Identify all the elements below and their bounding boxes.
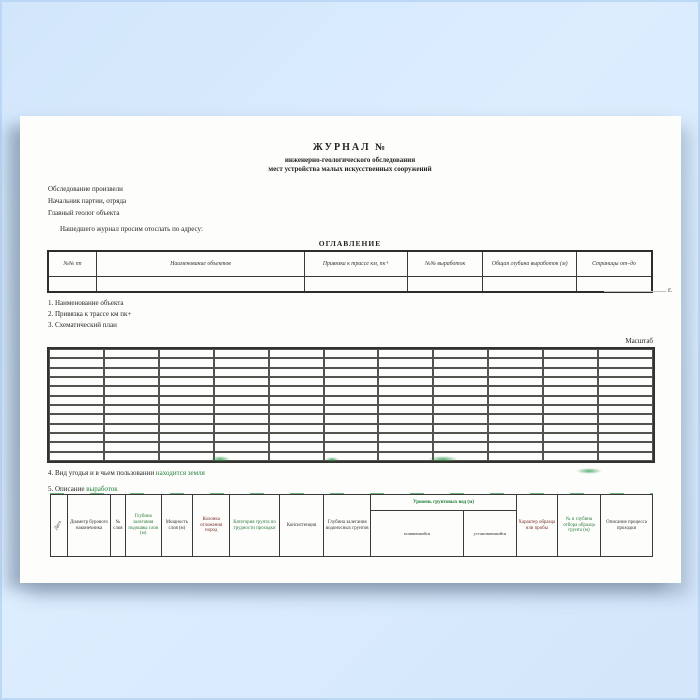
green-scan-smudge xyxy=(428,456,458,462)
bore-col-layer-thickness: Мощность слоя (м) xyxy=(161,495,192,557)
plan-grid-cell xyxy=(159,452,214,461)
plan-grid-cell xyxy=(324,349,379,358)
plan-grid-cell xyxy=(488,368,543,377)
plan-grid-cell xyxy=(543,349,598,358)
plan-grid-cell xyxy=(104,377,159,386)
bore-col-process-description: Описание процесса проходки xyxy=(601,495,653,557)
bore-col-layer-number: № слоя xyxy=(111,495,125,557)
plan-grid-cell xyxy=(488,433,543,442)
plan-grid-cell xyxy=(433,349,488,358)
plan-grid-cell xyxy=(269,433,324,442)
plan-grid-cell xyxy=(214,377,269,386)
plan-grid-cell xyxy=(598,386,653,395)
plan-grid-cell xyxy=(269,405,324,414)
plan-grid-cell xyxy=(598,396,653,405)
plan-grid-cell xyxy=(543,414,598,423)
plan-grid-cell xyxy=(378,442,433,451)
plan-grid-cell xyxy=(104,452,159,461)
plan-grid-cell xyxy=(269,377,324,386)
plan-grid-cell xyxy=(543,396,598,405)
schematic-plan-grid xyxy=(47,347,655,463)
plan-grid-cell xyxy=(543,405,598,414)
plan-grid-cell xyxy=(598,414,653,423)
line-workings-highlight: выработок xyxy=(86,485,118,493)
plan-grid-cell xyxy=(324,386,379,395)
date-blank-line xyxy=(580,286,672,294)
bore-subcol-appeared: появившийся xyxy=(371,511,464,557)
bore-subcol-stabilized: установившийся xyxy=(463,511,516,557)
plan-grid-cell xyxy=(49,414,104,423)
plan-grid-cell xyxy=(378,368,433,377)
bore-col-consistency: Консистенция xyxy=(279,495,324,557)
plan-grid-cell xyxy=(159,349,214,358)
bore-col-bit-diameter: Диаметр бурового наконечника xyxy=(67,495,110,557)
toc-col-total-depth: Общая глубина выработок (м) xyxy=(483,251,577,277)
plan-grid-cell xyxy=(598,349,653,358)
plan-grid-cell xyxy=(214,349,269,358)
plan-grid-cell xyxy=(104,368,159,377)
green-scan-smudge xyxy=(210,456,230,462)
plan-grid-cell xyxy=(488,414,543,423)
toc-col-pages: Страницы от–до xyxy=(576,251,652,277)
toc-empty-cell xyxy=(48,277,96,293)
bore-col-rock-column: Колонка отложения пород xyxy=(193,495,230,557)
plan-grid-cell xyxy=(49,368,104,377)
plan-grid-cell xyxy=(104,349,159,358)
plan-grid-cell xyxy=(433,386,488,395)
list-item-object-name: 1. Наименование объекта xyxy=(48,299,124,307)
bore-col-sample-depth: № и глубина отбора образца грунта (м) xyxy=(557,495,600,557)
plan-grid-cell xyxy=(488,452,543,461)
line-workings-description xyxy=(48,485,118,493)
plan-grid-cell xyxy=(324,442,379,451)
plan-grid-cell xyxy=(488,358,543,367)
plan-grid-cell xyxy=(433,424,488,433)
plan-grid-cell xyxy=(269,386,324,395)
plan-grid-cell xyxy=(598,405,653,414)
plan-grid-cell xyxy=(378,377,433,386)
plan-grid-cell xyxy=(378,433,433,442)
plan-grid-cell xyxy=(378,358,433,367)
bore-header-row-1 xyxy=(51,495,653,511)
bore-col-soil-category: Категория грунта по трудности проходки xyxy=(230,495,279,557)
plan-grid-cell xyxy=(488,396,543,405)
plan-grid-cell xyxy=(104,433,159,442)
plan-grid-cell xyxy=(433,396,488,405)
list-item-route-reference: 2. Привязка к трассе км пк+ xyxy=(48,310,132,318)
page-subtitle-1: инженерно-геологического обследования xyxy=(284,156,416,164)
plan-grid-cell xyxy=(269,414,324,423)
bore-col-sample-character: Характер образца или пробы xyxy=(516,495,557,557)
plan-grid-cell xyxy=(598,368,653,377)
toc-empty-cell xyxy=(305,277,408,293)
plan-grid-cell xyxy=(324,424,379,433)
toc-empty-cell xyxy=(407,277,483,293)
bore-col-aquifer-depth: Глубина залегания водоносных грунтов xyxy=(324,495,371,557)
plan-grid-cell xyxy=(49,349,104,358)
toc-col-working-numbers: №№ выработок xyxy=(407,251,483,277)
plan-grid-cell xyxy=(433,433,488,442)
line-workings-text: 5. Описание xyxy=(48,485,87,493)
plan-grid-cell xyxy=(598,442,653,451)
plan-grid-cell xyxy=(104,386,159,395)
plan-grid-cell xyxy=(49,452,104,461)
plan-grid-cell xyxy=(104,414,159,423)
plan-grid-cell xyxy=(488,405,543,414)
plan-grid-cell xyxy=(159,368,214,377)
plan-grid-cell xyxy=(324,414,379,423)
line-land-use-text: 4. Вид угодья и в чьем пользовании xyxy=(48,469,156,477)
plan-grid-cell xyxy=(49,433,104,442)
plan-grid-cell xyxy=(378,349,433,358)
green-scan-smudge xyxy=(576,468,602,474)
green-scan-smudge xyxy=(325,457,339,462)
plan-grid-cell xyxy=(433,368,488,377)
plan-grid-cell xyxy=(488,424,543,433)
toc-table xyxy=(47,250,653,293)
toc-col-route-reference: Привязка к трассе км, пк+ xyxy=(305,251,408,277)
plan-grid-cell xyxy=(159,386,214,395)
plan-grid-cell xyxy=(378,386,433,395)
toc-header-row xyxy=(48,251,652,277)
plan-grid-cell xyxy=(378,452,433,461)
plan-grid-cell xyxy=(159,405,214,414)
plan-grid-cell xyxy=(543,452,598,461)
plan-grid-cell xyxy=(214,424,269,433)
plan-grid-cell xyxy=(214,368,269,377)
return-address-line: Нашедшего журнал просим отослать по адресу: xyxy=(60,225,203,233)
plan-grid-cell xyxy=(104,442,159,451)
plan-grid-cell xyxy=(104,358,159,367)
toc-empty-cell xyxy=(96,277,304,293)
plan-grid-cell xyxy=(324,396,379,405)
plan-grid-cell xyxy=(543,424,598,433)
plan-grid-cell xyxy=(214,433,269,442)
plan-grid-cell xyxy=(269,396,324,405)
date-suffix: г. xyxy=(668,286,672,294)
plan-grid-cell xyxy=(269,424,324,433)
plan-grid-cell xyxy=(159,358,214,367)
plan-grid-cell xyxy=(598,358,653,367)
plan-grid-cell xyxy=(104,424,159,433)
plan-grid-cell xyxy=(214,414,269,423)
plan-grid-cell xyxy=(269,368,324,377)
line-land-use-highlight: находится земля xyxy=(155,469,205,477)
plan-grid-cell xyxy=(214,396,269,405)
plan-grid-cell xyxy=(598,433,653,442)
list-item-schematic-plan: 3. Схематический план xyxy=(48,321,117,329)
plan-grid-cell xyxy=(214,405,269,414)
plan-grid-cell xyxy=(159,396,214,405)
plan-grid-cell xyxy=(324,433,379,442)
plan-grid-cell xyxy=(433,442,488,451)
plan-grid-cell xyxy=(269,442,324,451)
plan-grid-cell xyxy=(159,414,214,423)
plan-grid-cell xyxy=(543,433,598,442)
plan-grid-cell xyxy=(324,358,379,367)
document-page xyxy=(20,116,681,583)
plan-grid-cell xyxy=(488,349,543,358)
plan-grid-cell xyxy=(159,424,214,433)
plan-grid-cell xyxy=(378,414,433,423)
plan-grid-cell xyxy=(214,386,269,395)
toc-col-number: №№ пп xyxy=(48,251,96,277)
plan-grid-cell xyxy=(104,405,159,414)
plan-grid-cell xyxy=(378,424,433,433)
plan-grid-cell xyxy=(49,405,104,414)
plan-grid-cell xyxy=(104,396,159,405)
plan-grid-cell xyxy=(378,405,433,414)
plan-grid-cell xyxy=(269,452,324,461)
plan-grid-cell xyxy=(543,377,598,386)
borehole-description-table xyxy=(50,494,653,557)
plan-grid-cell xyxy=(433,405,488,414)
bore-col-layer-bottom-depth: Глубина залегания подошвы слоя (м) xyxy=(125,495,161,557)
plan-grid-cell xyxy=(488,377,543,386)
plan-grid-cell xyxy=(269,349,324,358)
bore-group-groundwater-level: Уровень грунтовых вод (м) xyxy=(371,495,517,511)
toc-col-object-name: Наименование объектов xyxy=(96,251,304,277)
plan-grid-cell xyxy=(159,433,214,442)
toc-empty-cell xyxy=(483,277,577,293)
toc-title: ОГЛАВЛЕНИЕ xyxy=(318,239,382,248)
scale-label: Масштаб xyxy=(625,337,653,345)
plan-grid-cell xyxy=(214,358,269,367)
plan-grid-cell xyxy=(433,414,488,423)
plan-grid-cell xyxy=(598,424,653,433)
info-line-surveyors: Обследование произвели xyxy=(48,185,123,193)
plan-grid-cell xyxy=(488,386,543,395)
toc-empty-row xyxy=(48,277,652,293)
plan-grid-cell xyxy=(543,386,598,395)
plan-grid-cell xyxy=(543,368,598,377)
plan-grid-cell xyxy=(598,377,653,386)
plan-grid-cell xyxy=(433,358,488,367)
info-line-party-chief: Начальник партии, отряда xyxy=(48,197,127,205)
plan-grid-cell xyxy=(433,377,488,386)
plan-grid-cell xyxy=(159,377,214,386)
plan-grid-cell xyxy=(598,452,653,461)
plan-grid-cell xyxy=(49,386,104,395)
line-land-use xyxy=(48,469,205,477)
plan-grid-cell xyxy=(269,358,324,367)
date-underline xyxy=(604,291,666,292)
plan-grid-cell xyxy=(324,377,379,386)
page-title: ЖУРНАЛ № xyxy=(312,142,388,153)
plan-grid-cell xyxy=(214,442,269,451)
plan-grid-cell xyxy=(488,442,543,451)
plan-grid-cell xyxy=(159,442,214,451)
plan-grid-cell xyxy=(543,442,598,451)
plan-grid-cell xyxy=(324,368,379,377)
plan-grid-cell xyxy=(324,405,379,414)
plan-grid-cell xyxy=(49,396,104,405)
plan-grid-cell xyxy=(49,424,104,433)
plan-grid-cell xyxy=(378,396,433,405)
plan-grid-cell xyxy=(543,358,598,367)
plan-grid-cell xyxy=(49,377,104,386)
plan-grid-cell xyxy=(49,442,104,451)
bore-col-date: Дата xyxy=(51,495,68,557)
plan-grid-cell xyxy=(49,358,104,367)
info-line-chief-geologist: Главный геолог объекта xyxy=(48,209,120,217)
page-subtitle-2: мест устройства малых искусственных сооружений xyxy=(268,165,432,173)
